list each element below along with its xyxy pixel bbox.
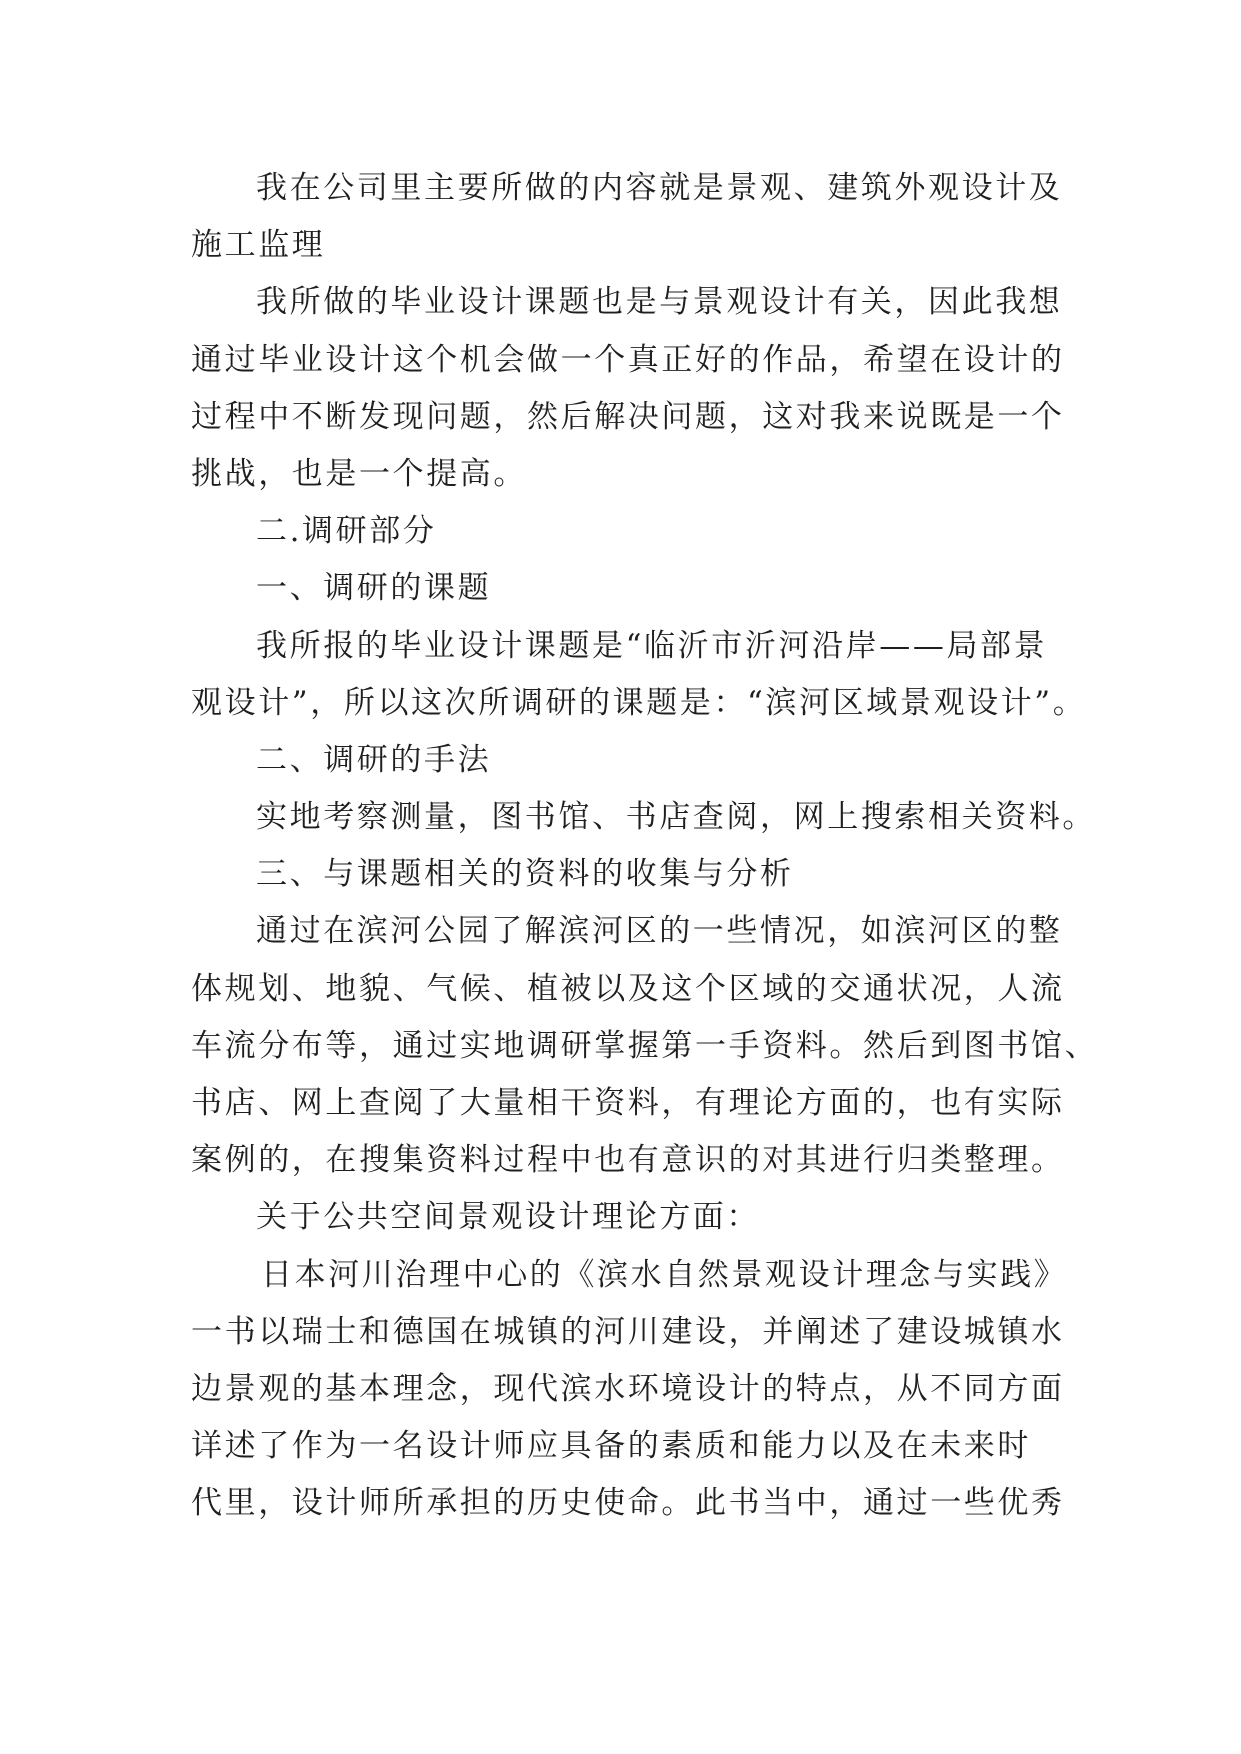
subsection-heading: 一、调研的课题 (256, 570, 492, 607)
paragraph-line: 代里，设计师所承担的历史使命。此书当中，通过一些优秀 (191, 1485, 1065, 1522)
paragraph-line: 施工监理 (191, 227, 326, 264)
paragraph-line: 书店、网上查阅了大量相干资料，有理论方面的，也有实际 (191, 1085, 1065, 1121)
paragraph-line: 车流分布等，通过实地调研掌握第一手资料。然后到图书馆、 (191, 1027, 1099, 1064)
paragraph-line: 通过毕业设计这个机会做一个真正好的作品，希望在设计的 (191, 341, 1065, 378)
paragraph-line: 一书以瑞士和德国在城镇的河川建设，并阐述了建设城镇水 (191, 1313, 1065, 1350)
paragraph-line: 挑战，也是一个提高。 (191, 455, 527, 492)
paragraph-line: 体规划、地貌、气候、植被以及这个区域的交通状况，人流 (191, 970, 1065, 1007)
paragraph-line: 我所报的毕业设计课题是“临沂市沂河沿岸——局部景 (256, 627, 1048, 664)
paragraph-line: 详述了作为一名设计师应具备的素质和能力以及在未来时 (191, 1428, 1031, 1465)
paragraph-line: 日本河川治理中心的《滨水自然景观设计理念与实践》 (261, 1256, 1068, 1293)
paragraph-line: 通过在滨河公园了解滨河区的一些情况，如滨河区的整 (256, 913, 1063, 950)
paragraph-line: 关于公共空间景观设计理论方面： (256, 1199, 760, 1236)
subsection-heading: 三、与课题相关的资料的收集与分析 (256, 856, 794, 893)
paragraph-line: 案例的，在搜集资料过程中也有意识的对其进行归类整理。 (191, 1142, 1065, 1179)
paragraph-line: 边景观的基本理念，现代滨水环境设计的特点，从不同方面 (191, 1370, 1065, 1407)
subsection-heading: 二、调研的手法 (256, 741, 492, 778)
paragraph-line: 过程中不断发现问题，然后解决问题，这对我来说既是一个 (191, 398, 1065, 435)
paragraph-line: 我在公司里主要所做的内容就是景观、建筑外观设计及 (256, 170, 1063, 206)
paragraph-line: 实地考察测量，图书馆、书店查阅，网上搜索相关资料。 (256, 799, 1096, 836)
section-heading: 二.调研部分 (256, 513, 437, 550)
paragraph-line: 观设计”，所以这次所调研的课题是：“滨河区域景观设计”。 (191, 684, 1087, 721)
body-text (191, 160, 1099, 1533)
paragraph-line: 我所做的毕业设计课题也是与景观设计有关，因此我想 (256, 284, 1063, 321)
